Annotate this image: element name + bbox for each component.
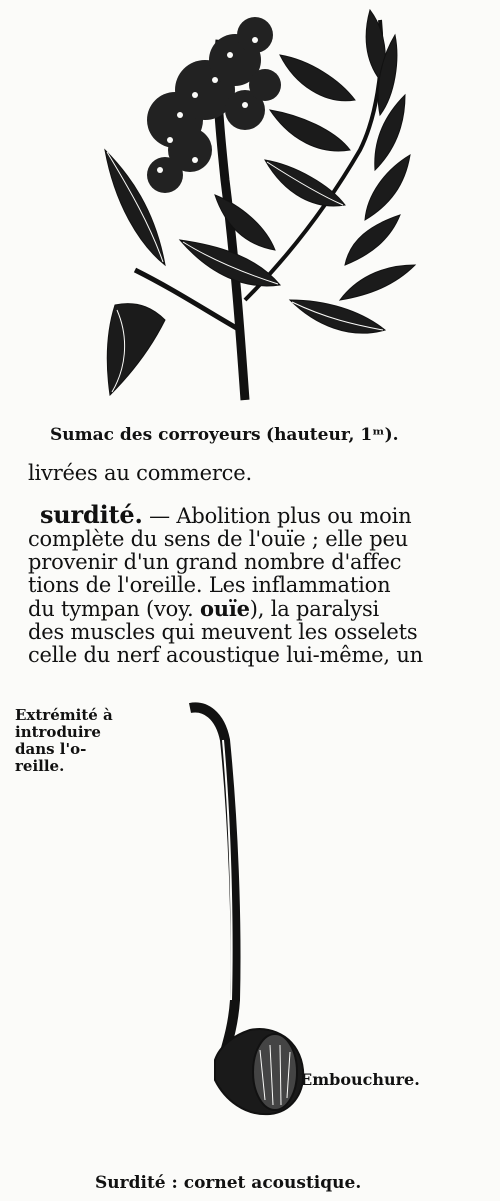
trumpet-tip-label: Extrémité à introduire dans l'o- reille. — [15, 706, 113, 775]
surdite-headword: surdité. — [40, 503, 143, 529]
sumac-caption-name: Sumac des corroyeurs — [50, 425, 261, 445]
surdite-line-3: provenir d'un grand nombre d'affec — [28, 550, 402, 574]
surdite-line-7: celle du nerf acoustique lui-même, un — [28, 643, 423, 667]
sumac-caption-detail: (hauteur, 1ᵐ). — [266, 425, 399, 445]
trumpet-caption: Surdité : cornet acoustique. — [95, 1173, 362, 1193]
surdite-text-5b: ), la paralysi — [249, 597, 380, 621]
surdite-entry — [28, 503, 488, 667]
surdite-cross-reference: ouïe — [199, 596, 250, 621]
trumpet-mouth-label: Embouchure. — [300, 1070, 420, 1089]
sumac-plant-illustration — [95, 0, 425, 410]
surdite-line-6: des muscles qui meuvent les osselets — [28, 620, 418, 644]
text-line-livrees: livrées au commerce. — [28, 462, 252, 485]
surdite-line-2: complète du sens de l'ouïe ; elle peu — [28, 527, 409, 551]
surdite-text-5a: du tympan (voy. — [28, 597, 200, 621]
ear-trumpet-illustration — [175, 700, 315, 1120]
surdite-text-1: — Abolition plus ou moin — [142, 504, 412, 528]
surdite-line-1 — [28, 503, 488, 528]
sumac-caption — [50, 424, 470, 446]
surdite-line-5 — [28, 597, 488, 621]
surdite-line-4: tions de l'oreille. Les inflammation — [28, 573, 391, 597]
